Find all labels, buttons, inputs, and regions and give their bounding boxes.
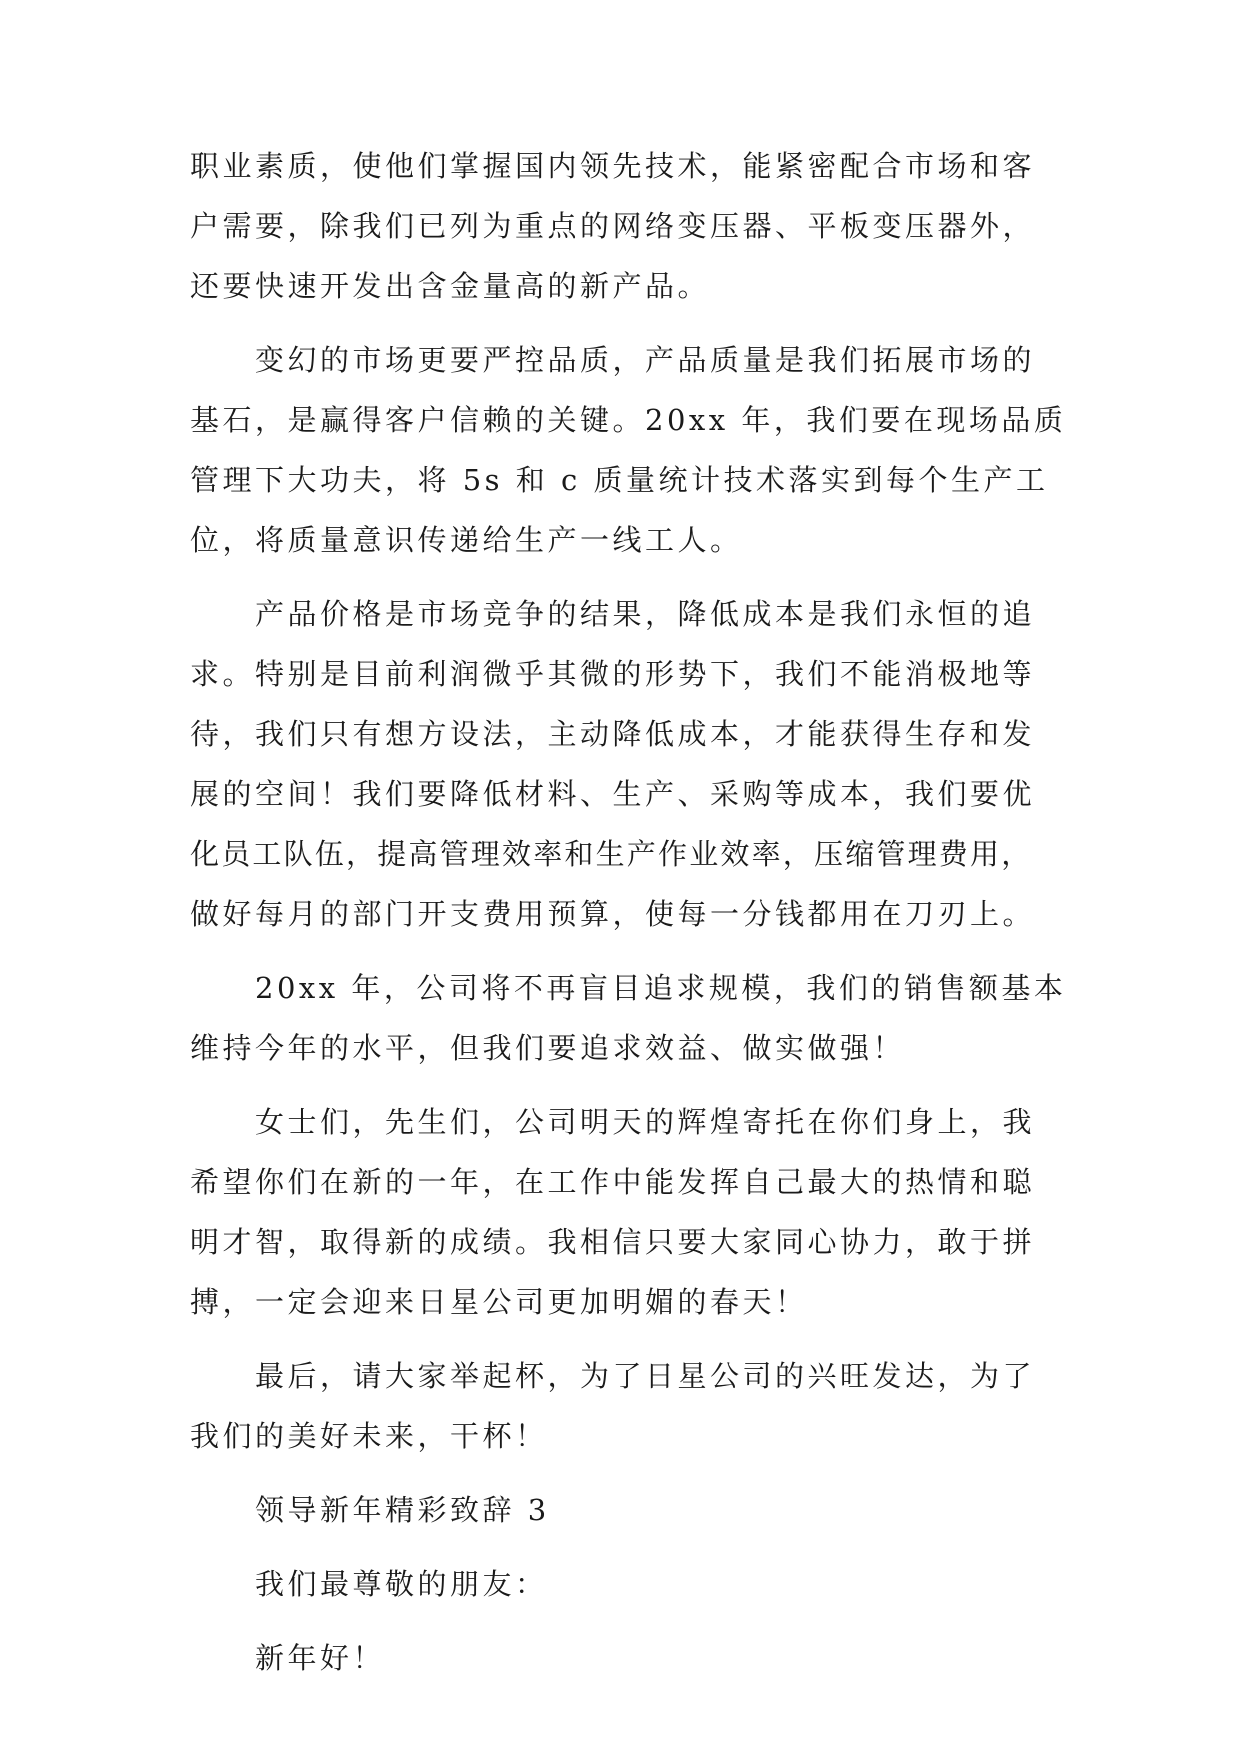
body-line: 希望你们在新的一年，在工作中能发挥自己最大的热情和聪 — [190, 1165, 1036, 1199]
body-line: 维持今年的水平，但我们要追求效益、做实做强！ — [190, 1031, 906, 1065]
paragraph-first-line: 最后，请大家举起杯，为了日星公司的兴旺发达，为了 — [255, 1359, 1036, 1393]
body-line: 做好每月的部门开支费用预算，使每一分钱都用在刀刃上。 — [190, 897, 1036, 931]
section-heading: 领导新年精彩致辞 3 — [255, 1493, 550, 1527]
paragraph-first-line: 20xx 年，公司将不再盲目追求规模，我们的销售额基本 — [255, 971, 1067, 1005]
body-line: 求。特别是目前利润微乎其微的形势下，我们不能消极地等 — [190, 657, 1036, 691]
body-line: 管理下大功夫，将 5s 和 c 质量统计技术落实到每个生产工 — [190, 463, 1049, 497]
body-line: 待，我们只有想方设法，主动降低成本，才能获得生存和发 — [190, 717, 1036, 751]
salutation: 我们最尊敬的朋友： — [255, 1567, 548, 1601]
body-line: 户需要，除我们已列为重点的网络变压器、平板变压器外， — [190, 209, 1036, 243]
body-line: 我们的美好未来，干杯！ — [190, 1419, 548, 1453]
body-line: 基石，是赢得客户信赖的关键。20xx 年，我们要在现场品质 — [190, 403, 1067, 437]
body-line: 明才智，取得新的成绩。我相信只要大家同心协力，敢于拼 — [190, 1225, 1036, 1259]
body-line: 搏，一定会迎来日星公司更加明媚的春天！ — [190, 1285, 808, 1319]
greeting: 新年好！ — [255, 1641, 386, 1675]
body-line: 还要快速开发出含金量高的新产品。 — [190, 269, 711, 303]
paragraph-first-line: 女士们，先生们，公司明天的辉煌寄托在你们身上，我 — [255, 1105, 1036, 1139]
body-line: 展的空间！我们要降低材料、生产、采购等成本，我们要优 — [190, 777, 1036, 811]
body-line: 位，将质量意识传递给生产一线工人。 — [190, 523, 743, 557]
paragraph-first-line: 产品价格是市场竞争的结果，降低成本是我们永恒的追 — [255, 597, 1036, 631]
paragraph-first-line: 变幻的市场更要严控品质，产品质量是我们拓展市场的 — [255, 343, 1036, 377]
body-line: 职业素质，使他们掌握国内领先技术，能紧密配合市场和客 — [190, 149, 1036, 183]
body-line: 化员工队伍，提高管理效率和生产作业效率，压缩管理费用， — [190, 837, 1033, 871]
